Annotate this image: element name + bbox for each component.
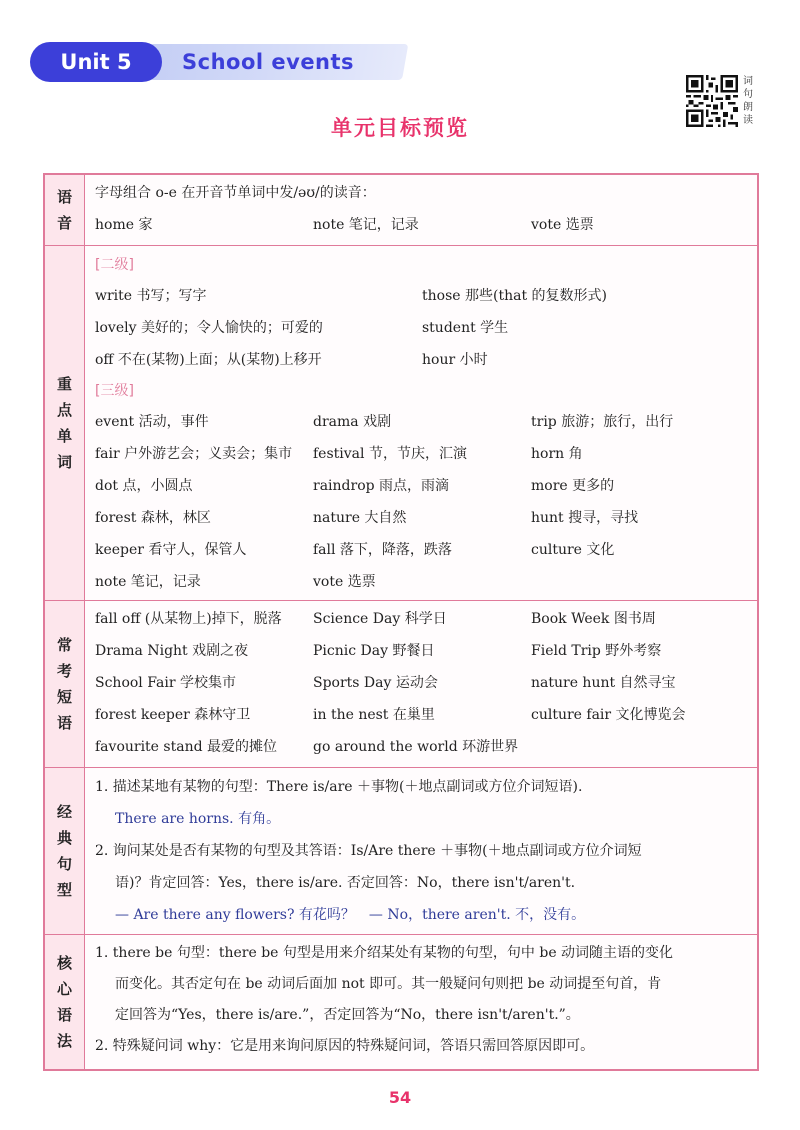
level3-label: [三级] <box>95 383 134 399</box>
row-label: 核心语法 <box>56 954 72 1050</box>
word-item: lovely 美好的；令人愉快的；可爱的 <box>95 320 323 336</box>
word-item: hunt 搜寻，寻找 <box>531 510 639 526</box>
phrases-content <box>85 601 757 767</box>
sentence-1-example <box>95 803 749 835</box>
phrase-item: Drama Night 戏剧之夜 <box>95 643 249 659</box>
word-item: culture 文化 <box>531 542 615 558</box>
unit-overview-table <box>43 173 759 1071</box>
sentence-2-line2: 语)？肯定回答：Yes，there is/are. 否定回答：No，there isn't/aren't. <box>115 875 576 891</box>
qr-label: 词句朗读 <box>743 76 753 126</box>
row-label-cell <box>45 601 85 767</box>
sentence-2-example <box>95 899 749 931</box>
page-number: 54 <box>388 1088 412 1107</box>
phrase-row <box>95 667 749 699</box>
word-item: vote 选票 <box>531 217 594 233</box>
level2-row <box>95 344 749 376</box>
level3-row <box>95 470 749 502</box>
level3-row <box>95 406 749 438</box>
key-words-content <box>85 246 757 600</box>
phrase-item: Picnic Day 野餐日 <box>313 643 435 659</box>
word-item: event 活动，事件 <box>95 414 209 430</box>
word-item <box>531 566 749 598</box>
word-item: hour 小时 <box>422 352 488 368</box>
pronunciation-words <box>95 209 749 241</box>
word-item: dot 点，小圆点 <box>95 478 193 494</box>
row-label: 经典句型 <box>56 803 72 899</box>
sentence-1: 1. 描述某地有某物的句型：There is/are ＋事物(＋地点副词或方位介词短语). <box>95 779 583 795</box>
phrase-item: forest keeper 森林守卫 <box>95 707 251 723</box>
grammar-1-line1: 1. there be 句型：there be 句型是用来介绍某处有某物的句型，句中 be 动词随主语的变化 <box>95 945 674 961</box>
phrase-item: Sports Day 运动会 <box>313 675 438 691</box>
phrase-item: go around the world 环游世界 <box>313 739 519 755</box>
word-item: fall 落下，降落，跌落 <box>313 542 452 558</box>
grammar-row <box>45 934 757 1069</box>
pronunciation-intro: 字母组合 o-e 在开音节单词中发/əʊ/的读音： <box>95 185 376 201</box>
row-label: 语音 <box>56 188 72 232</box>
word-item: off 不在(某物)上面；从(某物)上移开 <box>95 352 322 368</box>
level2-row <box>95 280 749 312</box>
row-label-cell <box>45 768 85 934</box>
level3-row <box>95 534 749 566</box>
row-label: 重点单词 <box>56 375 72 471</box>
row-label: 常考短语 <box>56 636 72 732</box>
word-item: drama 戏剧 <box>313 414 392 430</box>
word-item: home 家 <box>95 217 153 233</box>
word-item: trip 旅游；旅行，出行 <box>531 414 674 430</box>
word-item: festival 节，节庆，汇演 <box>313 446 467 462</box>
word-item: note 笔记，记录 <box>95 574 201 590</box>
word-item: vote 选票 <box>313 574 376 590</box>
unit-banner <box>30 42 402 82</box>
phrase-item: in the nest 在巢里 <box>313 707 435 723</box>
word-item: more 更多的 <box>531 478 615 494</box>
word-item: student 学生 <box>422 320 509 336</box>
phrase-item: Field Trip 野外考察 <box>531 643 662 659</box>
sentences-content <box>85 768 757 934</box>
word-item: those 那些(that 的复数形式) <box>422 288 607 304</box>
word-item: horn 角 <box>531 446 583 462</box>
row-label-cell <box>45 246 85 600</box>
phrase-row <box>95 699 749 731</box>
example-text: — Are there any flowers? 有花吗？ — No，there aren't. 不，没有。 <box>115 907 586 923</box>
grammar-1-line3: 定回答为“Yes，there is/are.”，否定回答为“No，there isn't/aren't.”。 <box>115 1007 580 1023</box>
pronunciation-row <box>45 175 757 245</box>
phrase-item: Science Day 科学日 <box>313 611 447 627</box>
row-label-cell <box>45 175 85 245</box>
phrase-row <box>95 731 749 763</box>
word-item: fair 户外游艺会；义卖会；集市 <box>95 446 293 462</box>
level3-row <box>95 438 749 470</box>
grammar-1-line2: 而变化。其否定句在 be 动词后面加 not 即可。其一般疑问句则把 be 动词提至句首，肯 <box>115 976 662 992</box>
word-item: nature 大自然 <box>313 510 407 526</box>
phrase-item: nature hunt 自然寻宝 <box>531 675 676 691</box>
word-item: write 书写；写字 <box>95 288 207 304</box>
unit-label: Unit 5 <box>30 42 162 82</box>
phrase-row <box>95 635 749 667</box>
phrase-item <box>531 731 749 763</box>
key-words-row <box>45 245 757 600</box>
page-title: 单元目标预览 <box>331 116 469 140</box>
word-item: raindrop 雨点，雨滴 <box>313 478 450 494</box>
word-item: keeper 看守人，保管人 <box>95 542 247 558</box>
example-text: There are horns. 有角。 <box>115 811 281 827</box>
phrase-item: favourite stand 最爱的摊位 <box>95 739 277 755</box>
sentences-row <box>45 767 757 934</box>
sentence-2-line1: 2. 询问某处是否有某物的句型及其答语：Is/Are there ＋事物(＋地点副词或方位介词短 <box>95 843 642 859</box>
phrase-item: culture fair 文化博览会 <box>531 707 686 723</box>
grammar-2: 2. 特殊疑问词 why：它是用来询问原因的特殊疑问词，答语只需回答原因即可。 <box>95 1038 595 1054</box>
word-item: note 笔记，记录 <box>313 217 419 233</box>
level2-label: [二级] <box>95 257 134 273</box>
unit-title: School events <box>182 50 355 74</box>
phrase-row <box>95 603 749 635</box>
phrase-item: Book Week 图书周 <box>531 611 656 627</box>
level3-row <box>95 566 749 598</box>
word-item: forest 森林，林区 <box>95 510 211 526</box>
row-label-cell <box>45 935 85 1069</box>
level2-row <box>95 312 749 344</box>
pronunciation-content <box>85 175 757 245</box>
phrase-item: School Fair 学校集市 <box>95 675 236 691</box>
grammar-content <box>85 935 757 1069</box>
phrase-item: fall off (从某物上)掉下，脱落 <box>95 611 282 627</box>
phrases-row <box>45 600 757 767</box>
level3-row <box>95 502 749 534</box>
